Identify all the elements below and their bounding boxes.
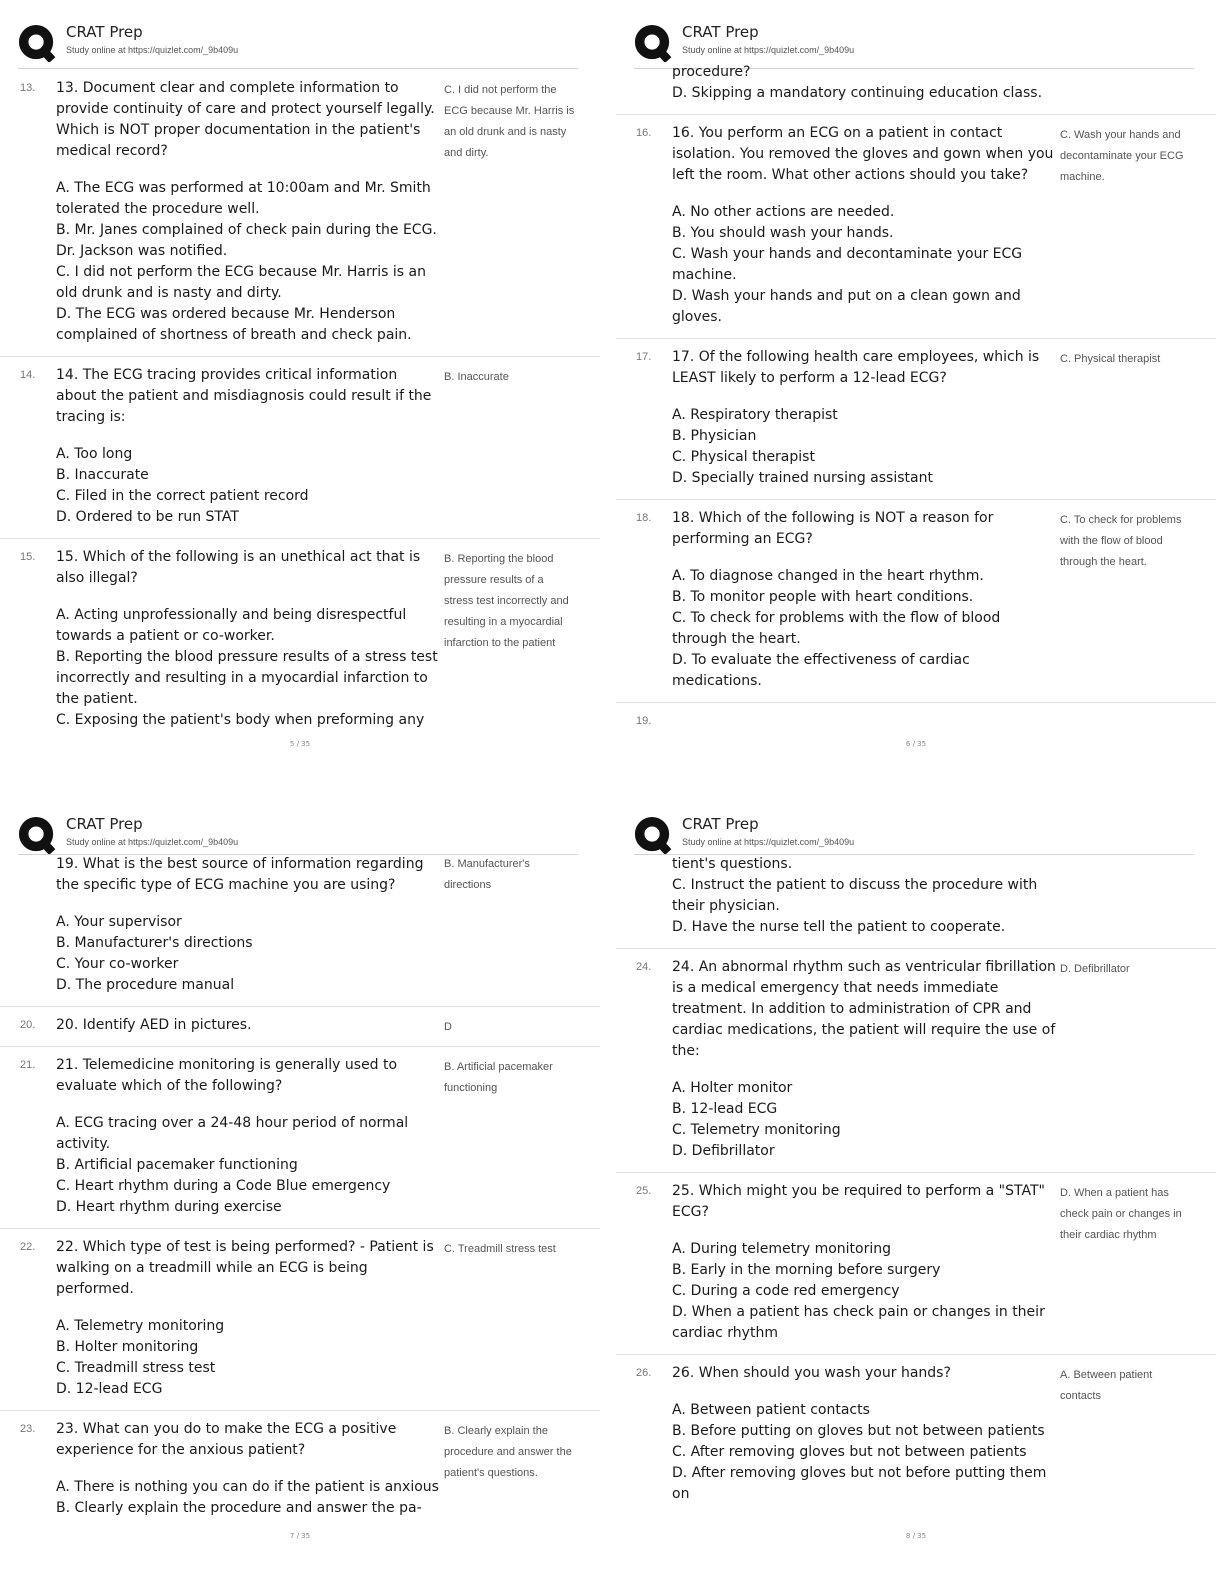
question-text: 17. Of the following health care employees, which is LEAST likely to perform a 12-lead ECG? xyxy=(672,349,1040,386)
option-a: A. No other actions are needed. xyxy=(672,204,895,220)
card-number: 18. xyxy=(636,512,652,524)
answer-text: C. Treadmill stress test xyxy=(444,1243,556,1255)
option-b: B. Early in the morning before surgery xyxy=(672,1262,941,1278)
flashcard-15 xyxy=(0,539,600,741)
flashcard-14 xyxy=(0,357,600,539)
card-number: 15. xyxy=(20,551,36,563)
option-c: C. Telemetry monitoring xyxy=(672,1122,841,1138)
question-text: 19. What is the best source of information regarding the specific type of ECG machine you are using? xyxy=(56,856,424,893)
card-number: 16. xyxy=(636,127,652,139)
header-divider xyxy=(18,68,578,69)
answer-text: B. Inaccurate xyxy=(444,371,509,383)
question-text: 15. Which of the following is an unethical act that is also illegal? xyxy=(56,549,421,586)
option-c: C. Physical therapist xyxy=(672,449,815,465)
header-study-link[interactable]: Study online at https://quizlet.com/_9b409u xyxy=(66,837,239,847)
option-b: B. You should wash your hands. xyxy=(672,225,894,241)
header-study-link[interactable]: Study online at https://quizlet.com/_9b409u xyxy=(682,45,855,55)
option-b: B. Manufacturer's directions xyxy=(56,935,253,951)
quizlet-logo-icon xyxy=(18,816,56,854)
flashcard-13 xyxy=(0,70,600,357)
option-c: C. Filed in the correct patient record xyxy=(56,488,309,504)
option-d: D. Have the nurse tell the patient to cooperate. xyxy=(672,919,1006,935)
cards-list xyxy=(0,70,600,741)
option-c: C. To check for problems with the flow of blood through the heart. xyxy=(672,610,1001,647)
flashcard-23 xyxy=(0,1411,600,1529)
option-d: D. Heart rhythm during exercise xyxy=(56,1199,282,1215)
flashcard-26 xyxy=(616,1355,1216,1515)
flashcard-18 xyxy=(616,500,1216,703)
quizlet-logo-icon xyxy=(634,24,672,62)
option-a: A. Acting unprofessionally and being disrespectful towards a patient or co-worker. xyxy=(56,607,407,644)
option-c: C. After removing gloves but not between patients xyxy=(672,1444,1027,1460)
cards-list xyxy=(616,62,1216,745)
question-text: 18. Which of the following is NOT a reason for performing an ECG? xyxy=(672,510,994,547)
flashcard-24 xyxy=(616,949,1216,1173)
question-text: 26. When should you wash your hands? xyxy=(672,1365,951,1381)
option-d: D. The procedure manual xyxy=(56,977,235,993)
card-number: 19. xyxy=(636,715,652,727)
cards-list xyxy=(616,854,1216,1515)
flashcard-21 xyxy=(0,1047,600,1229)
question-text: 25. Which might you be required to perform a "STAT" ECG? xyxy=(672,1183,1045,1220)
option-d: D. 12-lead ECG xyxy=(56,1381,163,1397)
option-c: C. Heart rhythm during a Code Blue emergency xyxy=(56,1178,391,1194)
header-study-link[interactable]: Study online at https://quizlet.com/_9b409u xyxy=(66,45,239,55)
page-6 xyxy=(616,0,1216,780)
page-header xyxy=(634,814,1194,858)
page-footer: 6 / 35 xyxy=(905,740,927,748)
answer-text: B. Manufacturer's directions xyxy=(444,858,530,891)
flashcard-19 xyxy=(0,852,600,1007)
header-title: CRAT Prep xyxy=(66,23,143,41)
answer-text: C. Wash your hands and decontaminate your ECG machine. xyxy=(1060,129,1184,183)
option-a: A. Between patient contacts xyxy=(672,1402,870,1418)
header-title: CRAT Prep xyxy=(682,23,759,41)
answer-text: B. Clearly explain the procedure and answer the patient's questions. xyxy=(444,1425,572,1479)
flashcard-23-continued xyxy=(616,854,1216,949)
card-number: 17. xyxy=(636,351,652,363)
option-c: C. Instruct the patient to discuss the procedure with their physician. xyxy=(672,877,1038,914)
option-c: C. During a code red emergency xyxy=(672,1283,900,1299)
option-d: D. The ECG was ordered because Mr. Henderson complained of shortness of breath and check pain. xyxy=(56,306,412,343)
option-b: B. To monitor people with heart conditions. xyxy=(672,589,974,605)
card-number: 13. xyxy=(20,82,36,94)
option-c: C. I did not perform the ECG because Mr. Harris is an old drunk and is nasty and dirty. xyxy=(56,264,426,301)
page-8 xyxy=(616,792,1216,1572)
flashcard-25 xyxy=(616,1173,1216,1355)
header-title: CRAT Prep xyxy=(66,815,143,833)
option-a: A. There is nothing you can do if the patient is anxious xyxy=(56,1479,439,1495)
option-d: D. Skipping a mandatory continuing education class. xyxy=(672,85,1043,101)
option-b: B. Artificial pacemaker functioning xyxy=(56,1157,298,1173)
option-b: B. Physician xyxy=(672,428,757,444)
question-text: 21. Telemedicine monitoring is generally used to evaluate which of the following? xyxy=(56,1057,398,1094)
page-header xyxy=(634,22,1194,66)
option-c: C. Exposing the patient's body when preforming any xyxy=(56,712,425,728)
card-number: 26. xyxy=(636,1367,652,1379)
page-footer: 7 / 35 xyxy=(289,1532,311,1540)
question-text: 22. Which type of test is being performed? - Patient is walking on a treadmill while an ECG is being performed. xyxy=(56,1239,434,1297)
answer-text: C. To check for problems with the flow of blood through the heart. xyxy=(1060,514,1182,568)
option-d: D. When a patient has check pain or changes in their cardiac rhythm xyxy=(672,1304,1045,1341)
question-text: 13. Document clear and complete information to provide continuity of care and protect yourself legally. Which is NOT proper documentation in the patient's medical record? xyxy=(56,80,435,159)
option-b: B. Before putting on gloves but not between patients xyxy=(672,1423,1045,1439)
question-text: 14. The ECG tracing provides critical information about the patient and misdiagnosis could result if the tracing is: xyxy=(56,367,432,425)
option-a: A. Telemetry monitoring xyxy=(56,1318,225,1334)
option-d: D. Defibrillator xyxy=(672,1143,775,1159)
flashcard-20 xyxy=(0,1007,600,1047)
option-a: A. Respiratory therapist xyxy=(672,407,838,423)
question-text: 24. An abnormal rhythm such as ventricular fibrillation is a medical emergency that needs immediate treatment. In addition to administration of CPR and cardiac medications, the patient will require the use of the: xyxy=(672,959,1056,1059)
flashcard-22 xyxy=(0,1229,600,1411)
flashcard-17 xyxy=(616,339,1216,500)
page-header xyxy=(18,22,578,66)
option-c: C. Wash your hands and decontaminate your ECG machine. xyxy=(672,246,1023,283)
option-d: D. To evaluate the effectiveness of cardiac medications. xyxy=(672,652,970,689)
option-b: B. Clearly explain the procedure and answer the pa- xyxy=(56,1500,422,1516)
answer-text: D xyxy=(444,1021,452,1033)
option-a: A. Holter monitor xyxy=(672,1080,793,1096)
option-a: A. The ECG was performed at 10:00am and Mr. Smith tolerated the procedure well. xyxy=(56,180,431,217)
option-b: B. 12-lead ECG xyxy=(672,1101,778,1117)
flashcard-19-start xyxy=(616,703,1216,745)
answer-text: B. Artificial pacemaker functioning xyxy=(444,1061,553,1094)
option-a: A. During telemetry monitoring xyxy=(672,1241,892,1257)
answer-text: C. Physical therapist xyxy=(1060,353,1161,365)
option-a: A. Too long xyxy=(56,446,133,462)
header-title: CRAT Prep xyxy=(682,815,759,833)
header-study-link[interactable]: Study online at https://quizlet.com/_9b409u xyxy=(682,837,855,847)
question-text: 16. You perform an ECG on a patient in contact isolation. You removed the gloves and gown when you left the room. What other actions should you take? xyxy=(672,125,1054,183)
flashcard-16 xyxy=(616,115,1216,339)
flashcard-15-continued xyxy=(616,62,1216,115)
cards-list xyxy=(0,852,600,1529)
answer-text: A. Between patient contacts xyxy=(1060,1369,1153,1402)
quizlet-logo-icon xyxy=(18,24,56,62)
option-b: B. Holter monitoring xyxy=(56,1339,199,1355)
option-c: C. Treadmill stress test xyxy=(56,1360,216,1376)
option-c: C. Your co-worker xyxy=(56,956,179,972)
card-number: 23. xyxy=(20,1423,36,1435)
card-number: 21. xyxy=(20,1059,36,1071)
question-text: 20. Identify AED in pictures. xyxy=(56,1017,252,1033)
option-b: B. Mr. Janes complained of check pain during the ECG. Dr. Jackson was notified. xyxy=(56,222,437,259)
answer-text: B. Reporting the blood pressure results of a stress test incorrectly and resulting in a myocardial infarction to the patient xyxy=(444,553,569,649)
answer-text: C. I did not perform the ECG because Mr. Harris is an old drunk and is nasty and dirty. xyxy=(444,84,575,159)
card-number: 24. xyxy=(636,961,652,973)
page-footer: 5 / 35 xyxy=(289,740,311,748)
option-d: D. Ordered to be run STAT xyxy=(56,509,239,525)
card-number: 25. xyxy=(636,1185,652,1197)
continued-text: tient's questions. xyxy=(672,856,793,872)
option-d: D. Wash your hands and put on a clean gown and gloves. xyxy=(672,288,1021,325)
option-a: A. Your supervisor xyxy=(56,914,182,930)
card-number: 14. xyxy=(20,369,36,381)
page-footer: 8 / 35 xyxy=(905,1532,927,1540)
card-number: 22. xyxy=(20,1241,36,1253)
answer-text: D. Defibrillator xyxy=(1060,963,1130,975)
option-d: D. After removing gloves but not before putting them on xyxy=(672,1465,1047,1502)
option-b: B. Inaccurate xyxy=(56,467,149,483)
question-text: 23. What can you do to make the ECG a positive experience for the anxious patient? xyxy=(56,1421,397,1458)
page-7 xyxy=(0,792,600,1572)
option-a: A. ECG tracing over a 24-48 hour period of normal activity. xyxy=(56,1115,409,1152)
continued-text: procedure? xyxy=(672,64,751,80)
option-b: B. Reporting the blood pressure results of a stress test incorrectly and resulting in a myocardial infarction to the patient. xyxy=(56,649,438,707)
answer-text: D. When a patient has check pain or changes in their cardiac rhythm xyxy=(1060,1187,1182,1241)
page-5 xyxy=(0,0,600,780)
card-number: 20. xyxy=(20,1019,36,1031)
option-a: A. To diagnose changed in the heart rhythm. xyxy=(672,568,984,584)
quizlet-logo-icon xyxy=(634,816,672,854)
option-d: D. Specially trained nursing assistant xyxy=(672,470,933,486)
